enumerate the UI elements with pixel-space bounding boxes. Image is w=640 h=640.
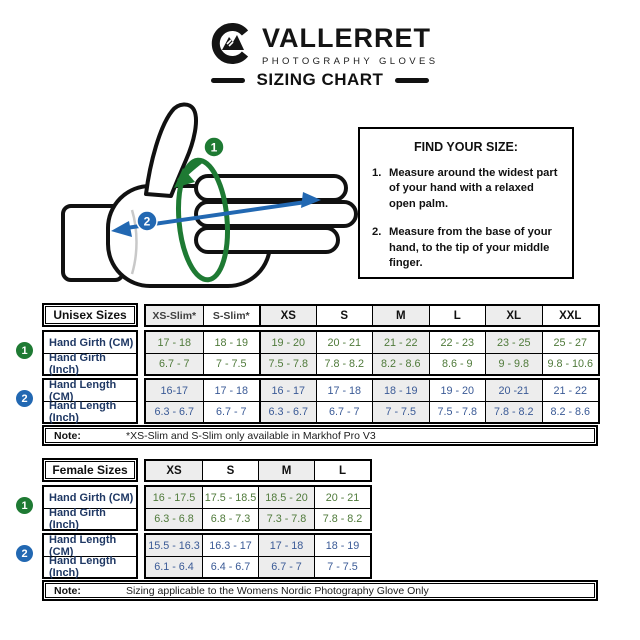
size-cell: 17 - 18 xyxy=(316,380,373,401)
page-title: SIZING CHART xyxy=(256,70,384,89)
svg-text:2: 2 xyxy=(143,214,151,229)
brand-name: VALLERRET xyxy=(262,23,431,53)
size-cell: 7.5 - 7.8 xyxy=(429,401,486,422)
size-header-row xyxy=(144,459,372,482)
size-cell: 9 - 9.8 xyxy=(485,353,542,374)
table-title: Unisex Sizes xyxy=(42,303,138,327)
length-values-grid xyxy=(144,378,600,424)
size-cell: 7.8 - 8.2 xyxy=(316,353,373,374)
size-cell: 21 - 22 xyxy=(542,380,599,401)
size-cell: 17 - 18 xyxy=(258,535,314,556)
column-header: XL xyxy=(485,306,542,325)
figure-marker-length xyxy=(137,211,157,231)
girth-values-grid xyxy=(144,330,600,376)
hand-outline xyxy=(63,104,356,286)
brand-text-block xyxy=(262,23,438,67)
size-cell: 8.2 - 8.6 xyxy=(542,401,599,422)
row-label: Hand Length (CM) xyxy=(49,533,117,558)
step-number: 2. xyxy=(372,226,382,239)
table-title: Female Sizes xyxy=(42,458,138,482)
step-number: 1. xyxy=(372,167,382,179)
column-header: L xyxy=(429,306,486,325)
note-label: Note: xyxy=(54,584,81,597)
size-cell: 7 - 7.5 xyxy=(203,353,260,374)
row-label: Hand Girth (Inch) xyxy=(44,353,136,374)
step-text: Measure around the widest part of your hand with a relaxed open palm. xyxy=(389,167,558,210)
ring-finger xyxy=(196,228,338,252)
size-cell: 18.5 - 20 xyxy=(258,487,314,508)
chart-title-row xyxy=(0,70,640,90)
size-cell: 7.8 - 8.2 xyxy=(314,508,370,529)
size-cell: 9.8 - 10.6 xyxy=(542,353,599,374)
brand-logo-icon xyxy=(209,20,256,67)
size-cell: 18 - 19 xyxy=(372,380,429,401)
size-cell: 6.3 - 6.7 xyxy=(259,401,316,422)
size-cell: 18 - 19 xyxy=(314,535,370,556)
size-cell: 16 - 17 xyxy=(259,380,316,401)
size-cell: 7.5 - 7.8 xyxy=(259,353,316,374)
brand-subtitle: PHOTOGRAPHY GLOVES xyxy=(262,56,439,67)
title-bar-right xyxy=(395,78,429,83)
size-header-row xyxy=(144,304,600,327)
instructions-title: FIND YOUR SIZE: xyxy=(414,140,518,154)
figure-marker-girth xyxy=(204,137,224,157)
note-label: Note: xyxy=(54,429,81,442)
size-cell: 6.8 - 7.3 xyxy=(202,508,258,529)
size-cell: 19 - 20 xyxy=(429,380,486,401)
column-header: XS-Slim* xyxy=(146,306,203,325)
row-label: Hand Girth (Inch) xyxy=(44,508,136,529)
row-label: Hand Girth (CM) xyxy=(49,491,134,504)
size-cell: 18 - 19 xyxy=(203,332,260,353)
size-cell: 19 - 20 xyxy=(259,332,316,353)
svg-text:1: 1 xyxy=(210,140,218,155)
note-text: Sizing applicable to the Womens Nordic Photography Glove Only xyxy=(126,584,429,597)
size-cell: 7.8 - 8.2 xyxy=(485,401,542,422)
hand-measurement-figure xyxy=(48,98,358,298)
size-cell: 6.3 - 6.7 xyxy=(146,401,203,422)
unisex-sizes-table xyxy=(42,303,598,449)
size-cell: 6.3 - 6.8 xyxy=(146,508,202,529)
size-cell: 17 - 18 xyxy=(203,380,260,401)
girth-values-grid xyxy=(144,485,372,531)
column-header: XS xyxy=(146,461,202,480)
size-cell: 6.7 - 7 xyxy=(258,556,314,577)
size-cell: 17.5 - 18.5 xyxy=(202,487,258,508)
row-label: Hand Girth (CM) xyxy=(49,336,134,349)
table-note xyxy=(42,580,598,601)
size-cell: 6.1 - 6.4 xyxy=(146,556,202,577)
marker-unisex-length: 2 xyxy=(16,390,33,407)
size-cell: 20 - 21 xyxy=(314,487,370,508)
marker-female-girth: 1 xyxy=(16,497,33,514)
size-cell: 7 - 7.5 xyxy=(372,401,429,422)
size-cell: 20 -21 xyxy=(485,380,542,401)
column-header: L xyxy=(314,461,370,480)
size-cell: 21 - 22 xyxy=(372,332,429,353)
column-header: M xyxy=(258,461,314,480)
length-row-labels xyxy=(42,378,138,424)
size-cell: 6.7 - 7 xyxy=(146,353,203,374)
size-cell: 7 - 7.5 xyxy=(314,556,370,577)
size-cell: 6.7 - 7 xyxy=(316,401,373,422)
find-your-size-box xyxy=(358,127,574,279)
title-bar-left xyxy=(211,78,245,83)
instructions-steps xyxy=(372,166,562,272)
column-header: XXL xyxy=(542,306,599,325)
size-cell: 8.6 - 9 xyxy=(429,353,486,374)
length-row-labels xyxy=(42,533,138,579)
size-cell: 6.4 - 6.7 xyxy=(202,556,258,577)
column-header: S xyxy=(316,306,373,325)
instruction-step xyxy=(372,225,562,271)
size-cell: 22 - 23 xyxy=(429,332,486,353)
size-cell: 16.3 - 17 xyxy=(202,535,258,556)
marker-female-length: 2 xyxy=(16,545,33,562)
size-cell: 17 - 18 xyxy=(146,332,203,353)
column-header: S-Slim* xyxy=(203,306,260,325)
size-cell: 6.7 - 7 xyxy=(203,401,260,422)
size-cell: 16-17 xyxy=(146,380,203,401)
table-note xyxy=(42,425,598,446)
note-text: *XS-Slim and S-Slim only available in Markhof Pro V3 xyxy=(126,429,376,442)
column-header: XS xyxy=(259,306,316,325)
length-values-grid xyxy=(144,533,372,579)
girth-row-labels xyxy=(42,485,138,531)
female-sizes-table xyxy=(42,458,598,604)
size-cell: 25 - 27 xyxy=(542,332,599,353)
size-cell: 8.2 - 8.6 xyxy=(372,353,429,374)
size-cell: 15.5 - 16.3 xyxy=(146,535,202,556)
instruction-step xyxy=(372,166,562,212)
step-text: Measure from the base of your hand, to the tip of your middle finger. xyxy=(389,226,552,270)
size-cell: 20 - 21 xyxy=(316,332,373,353)
marker-unisex-girth: 1 xyxy=(16,342,33,359)
size-cell: 16 - 17.5 xyxy=(146,487,202,508)
row-label: Hand Length (Inch) xyxy=(44,401,136,422)
column-header: M xyxy=(372,306,429,325)
row-label: Hand Length (CM) xyxy=(49,378,117,403)
size-cell: 7.3 - 7.8 xyxy=(258,508,314,529)
column-header: S xyxy=(202,461,258,480)
size-cell: 23 - 25 xyxy=(485,332,542,353)
row-label: Hand Length (Inch) xyxy=(44,556,136,577)
girth-row-labels xyxy=(42,330,138,376)
